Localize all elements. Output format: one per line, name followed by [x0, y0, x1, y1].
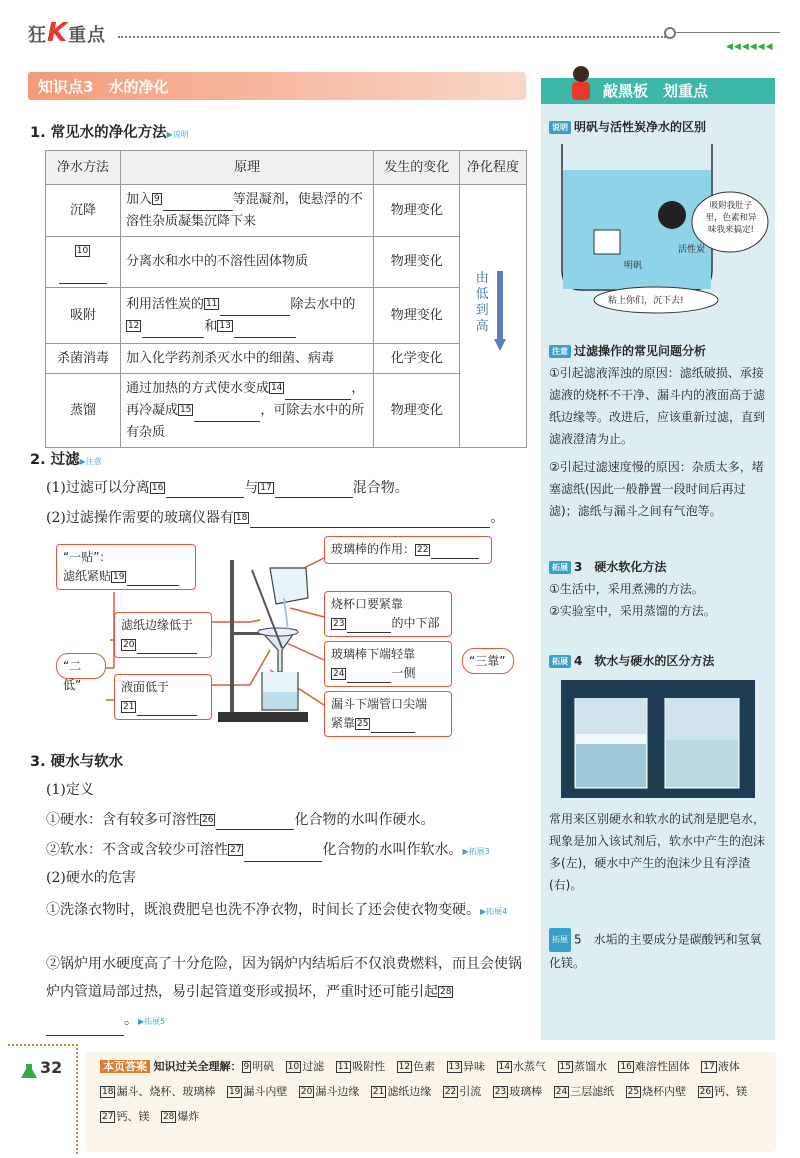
s3-title: 3. 硬水与软水 — [30, 754, 124, 770]
answer-item: 14 水蒸气 — [498, 1060, 546, 1073]
answer-item: 20 漏斗边缘 — [300, 1085, 360, 1098]
sankao-2-box: 玻璃棒下端轻靠 24 一侧 — [324, 641, 452, 687]
flask-icon — [20, 1062, 38, 1080]
th-change: 发生的变化 — [374, 151, 460, 185]
answer-item: 26 钙、镁 — [699, 1085, 748, 1098]
panel-p3a: ①生活中，采用煮沸的方法。 — [549, 582, 704, 596]
header-line — [676, 32, 780, 33]
filter-line-1: (1)过滤可以分离 16 与 17 混合物。 — [46, 480, 409, 496]
table-row: 沉降 加入 9 等混凝剂，使悬浮的不溶性杂质凝集沉降下来 物理变化 由低到高 — [46, 185, 527, 237]
glass-rod-box: 玻璃棒的作用： 22 — [324, 536, 492, 564]
answer-item: 18 漏斗、烧杯、玻璃棒 — [102, 1085, 216, 1098]
alum-speech: 粘上你们，沉下去! — [608, 296, 684, 306]
answer-item: 25 烧杯内壁 — [627, 1085, 687, 1098]
down-arrow-icon — [494, 271, 506, 351]
header-arrows: ◀◀◀◀◀◀ — [726, 42, 774, 52]
answer-item: 11 吸附性 — [337, 1060, 386, 1073]
answer-item: 17 液体 — [703, 1060, 740, 1073]
answer-item: 12 色素 — [398, 1060, 436, 1073]
page-number: 32 — [40, 1058, 63, 1077]
beakers-photo — [561, 680, 755, 798]
sankao-1-box: 烧杯口要紧靠 23 的中下部 — [324, 591, 452, 637]
answer-item: 16 难溶性固体 — [620, 1060, 690, 1073]
header-circle — [664, 27, 676, 39]
table-row: 10 分离水和水中的不溶性固体物质 物理变化 — [46, 237, 527, 288]
panel-header: 敲黑板 划重点 — [541, 78, 775, 104]
teacher-icon — [566, 64, 596, 104]
carbon-speech: 吸附我肚子里，色素和异味我来搞定! — [705, 201, 757, 235]
th-degree: 净化程度 — [460, 151, 527, 185]
panel-p4: 常用来区别硬水和软水的试剂是肥皂水，现象是加入该试剂后，软水中产生的泡沫多(左)，硬水中产生的泡沫少且有浮渣(右)。 — [549, 812, 766, 892]
s1-title: 1. 常见水的净化方法▶说明 — [30, 125, 189, 141]
harm-2: ②锅炉用水硬度高了十分危险，因为锅炉内结垢后不仅浪费燃料，而且会使锅炉内管道局部过热，易引起管道变形或损坏，严重时还可能引起 28。▶拓展5 — [46, 950, 524, 1036]
carbon-label: 活性炭 — [678, 245, 706, 255]
section-banner: 知识点3 水的净化 — [28, 72, 526, 100]
answer-item: 13 异味 — [448, 1060, 486, 1073]
filter-line-2: (2)过滤操作需要的玻璃仪器有 18 。 — [46, 510, 505, 526]
sankao-3-box: 漏斗下端管口尖端 紧靠 25 — [324, 691, 452, 737]
erdi-1-box: 滤纸边缘低于 20 — [114, 612, 212, 658]
answer-item: 23 玻璃棒 — [494, 1085, 543, 1098]
alum-label: 明矾 — [624, 261, 643, 271]
answer-item: 27 钙、镁 — [102, 1110, 150, 1123]
s2-title: 2. 过滤▶注意 — [30, 452, 102, 468]
table-row: 杀菌消毒 加入化学药剂杀灭水中的细菌、病毒 化学变化 — [46, 344, 527, 374]
s3-def: (1)定义 — [46, 782, 94, 798]
answers-text: 本页答案 知识过关全理解： 9 明矾 10 过滤 11 吸附性 12 色素 13 异味 14 水蒸气 15 蒸馏水 16 难溶性固体 17 液体 18 漏斗、烧杯、玻璃棒 19 漏斗内壁 20 漏斗边缘 21 滤纸边缘 22 引流 23 玻璃棒 24 三层滤纸 25 烧杯内壁 26 钙、镁 27 钙、镁 28 爆炸 — [102, 1060, 748, 1123]
panel-t3: 拓展 3 硬水软化方法 — [549, 558, 666, 575]
header-divider — [118, 36, 666, 38]
answer-item: 24 三层滤纸 — [555, 1085, 615, 1098]
erdi-2-box: 液面低于 21 — [114, 674, 212, 720]
answer-item: 21 滤纸边缘 — [372, 1085, 432, 1098]
answer-item: 22 引流 — [444, 1085, 482, 1098]
panel-t5: 拓展 5 水垢的主要成分是碳酸钙和氢氧化镁。 — [549, 928, 771, 974]
panel-t1: 说明 明矾与活性炭净水的区别 — [549, 118, 706, 135]
answer-item: 9 明矾 — [243, 1060, 275, 1073]
degree-text: 由低到高 — [475, 271, 489, 334]
answer-item: 15 蒸馏水 — [559, 1060, 607, 1073]
panel-p3b: ②实验室中，采用蒸馏的方法。 — [549, 604, 716, 618]
soft-water-def: ②软水：不含或含较少可溶性 27 化合物的水叫作软水。▶拓展3 — [46, 840, 490, 862]
th-method: 净水方法 — [46, 151, 121, 185]
answer-item: 19 漏斗内壁 — [228, 1085, 288, 1098]
th-principle: 原理 — [120, 151, 373, 185]
filter-apparatus-diagram — [100, 540, 430, 740]
table-row: 吸附 利用活性炭的 11 除去水中的 12 和 13 物理变化 — [46, 288, 527, 344]
answer-item: 28 爆炸 — [162, 1110, 200, 1123]
table-row: 蒸馏 通过加热的方式使水变成 14 ，再冷凝成 15 ，可除去水中的所有杂质 物理变化 — [46, 374, 527, 448]
s3-harm: (2)硬水的危害 — [46, 870, 136, 886]
panel-t4: 拓展 4 软水与硬水的区分方法 — [549, 652, 714, 669]
panel-p2b: ②引起过滤速度慢的原因：杂质太多，堵塞滤纸(因此一般静置一段时间后再过滤)；滤纸与漏斗之间有气泡等。 — [549, 460, 764, 518]
harm-1: ①洗涤衣物时，既浪费肥皂也洗不净衣物，时间长了还会使衣物变硬。▶拓展4 — [46, 902, 508, 918]
erdi-box: “二低” — [56, 653, 106, 679]
panel-p2a: ①引起滤液浑浊的原因：滤纸破损、承接滤液的烧杯不干净、漏斗内的液面高于滤纸边缘等。改进后，应该重新过滤，直到滤液澄清为止。 — [549, 366, 766, 446]
purification-table — [45, 150, 527, 448]
hard-water-def: ①硬水：含有较多可溶性 26 化合物的水叫作硬水。 — [46, 812, 435, 828]
logo: 狂K重点 — [28, 18, 107, 48]
yitie-box: “一贴”： 滤纸紧贴 19 — [56, 544, 196, 590]
sankao-box: “三靠” — [462, 648, 514, 674]
panel-t2: 注意 过滤操作的常见问题分析 — [549, 342, 706, 359]
degree-cell — [460, 185, 527, 448]
answer-item: 10 过滤 — [287, 1060, 325, 1073]
